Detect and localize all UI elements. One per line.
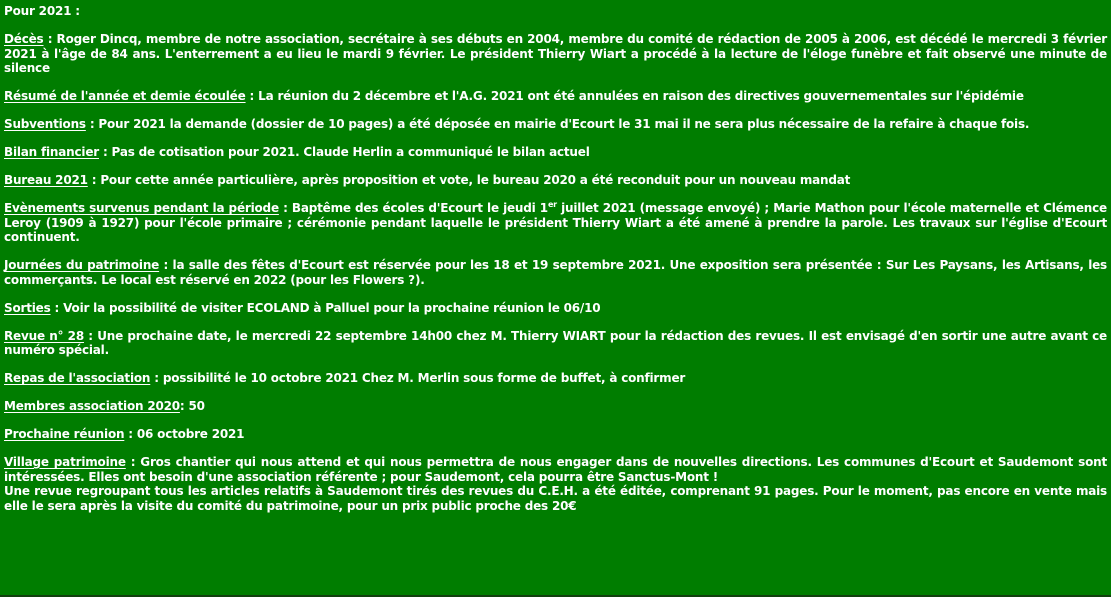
section-bureau-2021 [4, 173, 1107, 188]
section-heading: Prochaine réunion [4, 427, 125, 441]
section-body: : Pour 2021 la demande (dossier de 10 pages) a été déposée en mairie d'Ecourt le 31 mai il ne sera plus nécessaire de la refaire à chaque fois. [85, 117, 1030, 131]
section-body: : Pas de cotisation pour 2021. Claude Herlin a communiqué le bilan actuel [99, 145, 590, 159]
section-heading: Membres association 2020 [4, 399, 180, 413]
section-bilan-financier [4, 145, 1107, 160]
section-heading: Résumé de l'année et demie écoulée [4, 89, 246, 103]
section-journees-patrimoine [4, 258, 1107, 287]
section-heading: Village patrimoine [4, 455, 126, 469]
section-prochaine-reunion [4, 427, 1107, 442]
section-body: : 50 [179, 399, 205, 413]
section-body: : Roger Dincq, membre de notre association, secrétaire à ses débuts en 2004, membre du comité de rédaction de 2005 à 2006, est décédé le mercredi 3 février 2021 à l'âge de 84 ans. L'enterrement a eu lieu le mardi 9 février. Le président Thierry Wiart a procédé à la lecture de l'éloge funèbre et fait observé une minute de silence [4, 32, 1107, 75]
section-body: : la salle des fêtes d'Ecourt est réservée pour les 18 et 19 septembre 2021. Une exposition sera présentée : Sur Les Paysans, les Artisans, les commerçants. Le local est réservé en 2022 (pour les Flowers ?). [4, 258, 1107, 287]
section-body: : 06 octobre 2021 [124, 427, 245, 441]
section-body: : possibilité le 10 octobre 2021 Chez M. Merlin sous forme de buffet, à confirmer [150, 371, 686, 385]
section-body: : Baptême des écoles d'Ecourt le jeudi 1 [278, 201, 548, 215]
section-heading: Evènements survenus pendant la période [4, 201, 279, 215]
section-subventions [4, 117, 1107, 132]
document [4, 4, 1107, 513]
section-evenements [4, 201, 1107, 245]
section-sorties [4, 301, 1107, 316]
section-membres-association [4, 399, 1107, 414]
section-body: : Une prochaine date, le mercredi 22 septembre 14h00 chez M. Thierry WIART pour la rédaction des revues. Il est envisagé d'en sortir une autre avant ce numéro spécial. [4, 328, 1107, 357]
section-heading: Bilan financier [4, 145, 99, 159]
section-body: juillet 2021 (message envoyé) ; Marie Mathon pour l'école maternelle et Clémence Leroy (1909 à 1927) pour l'école primaire ; cérémonie pendant laquelle le président Thierry Wiart a été amené à prendre la parole. Les travaux sur l'église d'Ecourt continuent. [4, 201, 1107, 244]
section-revue-28 [4, 329, 1107, 358]
section-body: : Voir la possibilité de visiter ECOLAND à Palluel pour la prochaine réunion le 06/10 [50, 300, 601, 315]
section-heading: Subventions [4, 117, 86, 131]
section-body: : Pour cette année particulière, après proposition et vote, le bureau 2020 a été reconduit pour un nouveau mandat [87, 173, 851, 187]
section-body: : La réunion du 2 décembre et l'A.G. 2021 ont été annulées en raison des directives gouvernementales sur l'épidémie [245, 89, 1024, 103]
section-resume-annee [4, 89, 1107, 104]
intro-line: Pour 2021 : [4, 4, 80, 18]
section-heading: Journées du patrimoine [4, 258, 160, 272]
section-heading: Décès [4, 32, 44, 46]
section-heading: Bureau 2021 [4, 173, 88, 187]
section-heading: Repas de l'association [4, 371, 151, 385]
ordinal-superscript: er [547, 200, 557, 209]
section-deces [4, 32, 1107, 76]
section-heading: Sorties [4, 300, 51, 315]
section-village-patrimoine [4, 455, 1107, 513]
section-body-line2: Une revue regroupant tous les articles relatifs à Saudemont tirés des revues du C.E.H. a été éditée, comprenant 91 pages. Pour le moment, pas encore en vente mais elle le sera après la visite du comité du patrimoine, pour un prix public proche des 20€ [4, 484, 1107, 513]
section-body: : Gros chantier qui nous attend et qui nous permettra de nous engager dans de nouvelles directions. Les communes d'Ecourt et Saudemont sont intéressées. Elles ont besoin d'une association référente ; pour Saudemont, cela pourra être Sanctus-Mont ! [4, 455, 1107, 484]
section-repas-association [4, 371, 1107, 386]
section-heading: Revue n° 28 [4, 328, 84, 343]
